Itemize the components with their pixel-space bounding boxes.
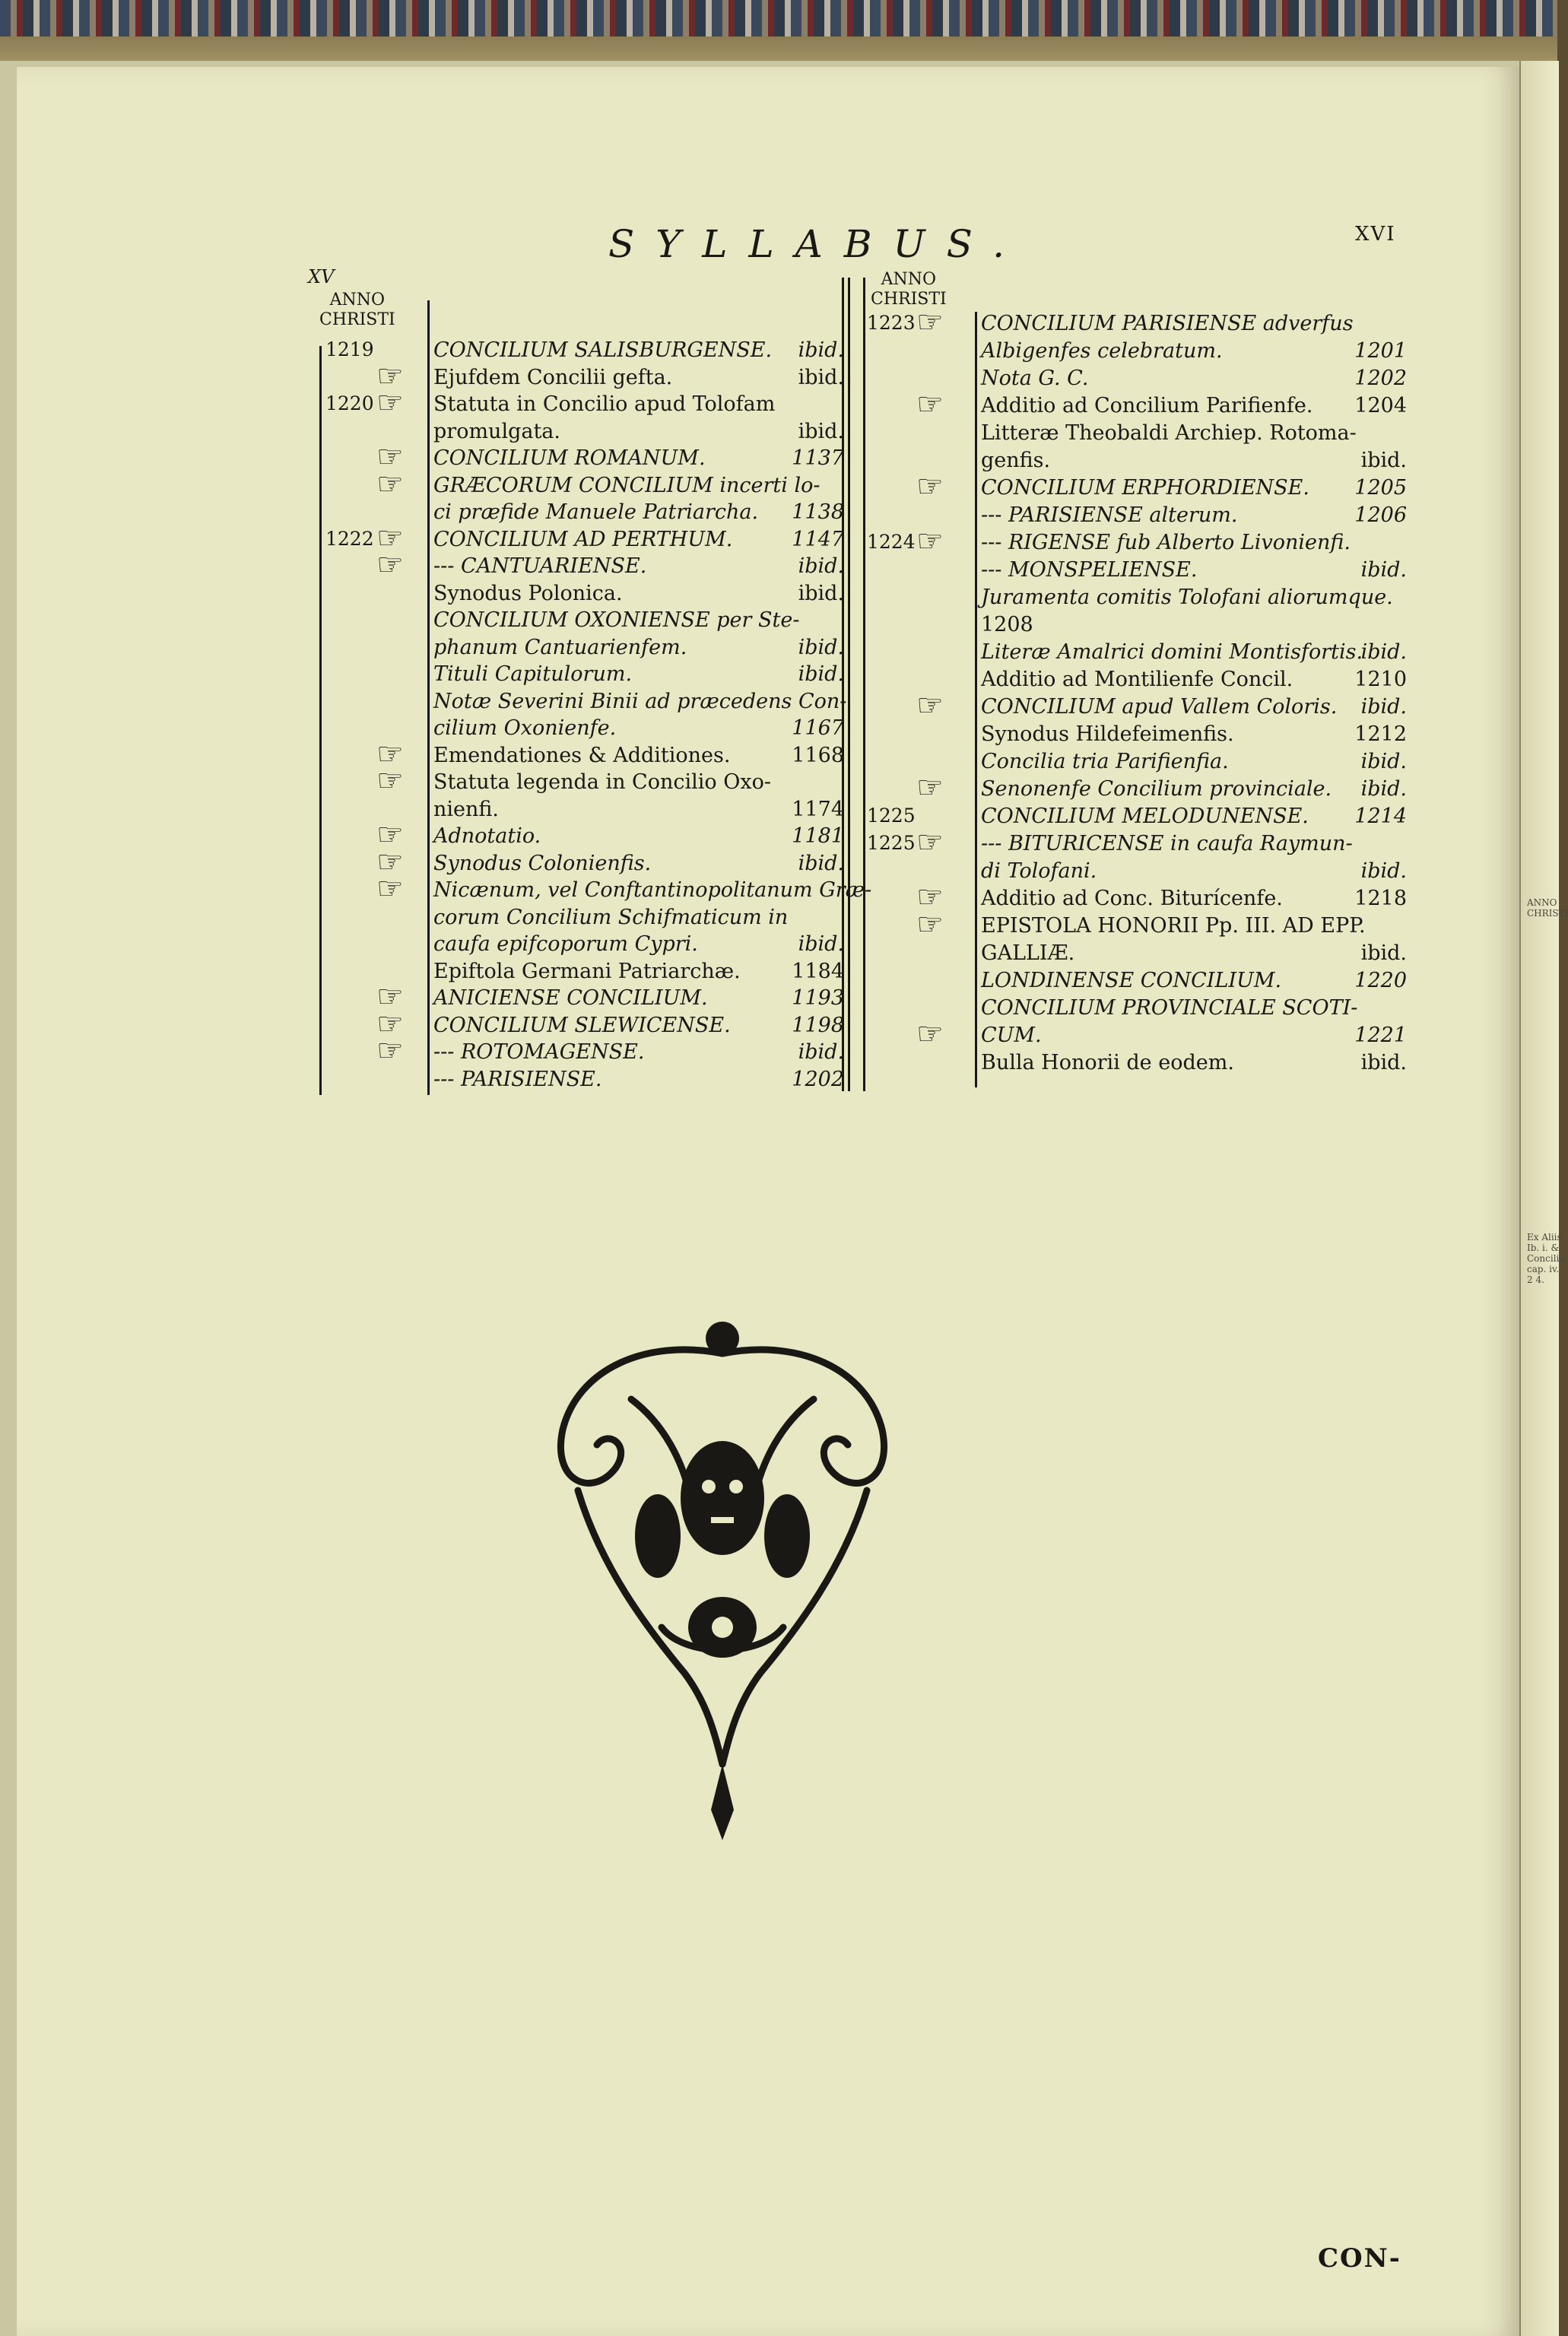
entry-text: Statuta legenda in Concilio Oxo- [433,770,771,794]
pointing-hand-icon: ☞ [916,688,944,723]
entry-reference: ibid. [1360,558,1407,582]
anno-christi-label-right: ANNO CHRISTI [871,270,947,309]
entry-text: 1208 [981,613,1033,636]
column-rule [427,300,430,1095]
entry-text: Nota G. C. [981,367,1089,390]
year-label: 1223 [867,312,916,334]
entry-reference: 1181 [792,824,844,848]
entry-text: GALLIÆ. [981,941,1075,965]
pointing-hand-icon: ☞ [376,1006,404,1042]
next-page-edge [1519,61,1568,2336]
entry-text: Tituli Capitulorum. [433,662,633,686]
entry-text: --- ROTOMAGENSE. [433,1040,645,1064]
entry-text: Nicænum, vel Conftantinopolitanum Græ- [433,878,872,902]
entry-text: Synodus Colonienfis. [433,851,652,875]
year-label: 1225 [867,805,916,827]
entry-text: GRÆCORUM CONCILIUM incerti lo- [433,473,821,497]
pointing-hand-icon: ☞ [376,358,404,394]
entry-text: corum Concilium Schifmaticum in [433,905,789,929]
pointing-hand-icon: ☞ [376,520,404,556]
page-number-left: XV [308,266,335,287]
entry-text: CONCILIUM apud Vallem Coloris. [981,695,1338,719]
entry-text: Synodus Polonica. [433,581,623,605]
page-number-right: XVI [1355,223,1396,246]
entry-reference: ibid. [1360,449,1407,472]
pointing-hand-icon: ☞ [916,524,944,559]
entry-reference: 1147 [792,527,844,551]
pointing-hand-icon: ☞ [376,871,404,906]
entry-text: --- BITURICENSE in caufa Raymun- [981,832,1353,855]
entry-text: CONCILIUM SALISBURGENSE. [433,338,773,362]
entry-reference: ibid. [798,635,844,659]
entry-reference: 1218 [1354,887,1407,910]
entry-text: genfis. [981,449,1051,472]
entry-reference: 1174 [792,797,844,821]
entry-text: caufa epifcoporum Cypri. [433,932,698,956]
entry-reference: 1184 [792,959,844,983]
entry-reference: 1137 [792,446,844,470]
entry-text: Epiftola Germani Patriarchæ. [433,959,741,983]
pointing-hand-icon: ☞ [376,466,404,502]
entry-text: promulgata. [433,419,560,443]
entry-text: di Tolofani. [981,859,1097,883]
entry-reference: 1204 [1354,394,1407,417]
entry-text: nienfi. [433,797,499,821]
pointing-hand-icon: ☞ [376,1033,404,1068]
entry-text: Bulla Honorii de eodem. [981,1051,1234,1074]
entry-reference: ibid. [798,1040,844,1064]
entry-reference: ibid. [798,338,844,362]
pointing-hand-icon: ☞ [376,763,404,798]
entry-reference: 1138 [792,500,844,524]
entry-text: CONCILIUM SLEWICENSE. [433,1013,731,1037]
entry-text: CONCILIUM PROVINCIALE SCOTI- [981,996,1358,1020]
column-rule [319,346,322,1095]
year-label: 1220 [325,392,374,414]
entry-reference: ibid. [1360,941,1407,965]
entry-reference: ibid. [1360,859,1407,883]
entry-reference: ibid. [798,554,844,578]
background-carpet [0,0,1557,36]
pointing-hand-icon: ☞ [376,979,404,1014]
entry-reference: ibid. [798,581,844,605]
year-label: 1222 [325,527,374,550]
pointing-hand-icon: ☞ [916,305,944,340]
next-page-note: ANNO CHRISTI [1527,897,1568,919]
entry-text: cilium Oxonienfe. [433,716,617,740]
entry-reference: 1206 [1354,503,1407,527]
entry-reference: 1214 [1354,805,1407,828]
entry-text: ANICIENSE CONCILIUM. [433,986,708,1010]
entry-reference: 1202 [1354,367,1407,390]
entry-text: Statuta in Concilio apud Tolofam [433,392,776,416]
entry-reference: 1201 [1354,339,1407,363]
entry-reference: 1220 [1354,969,1407,992]
entry-text: CONCILIUM ROMANUM. [433,446,706,470]
pointing-hand-icon: ☞ [376,736,404,772]
entry-text: EPISTOLA HONORII Pp. III. AD EPP. [981,914,1366,938]
pointing-hand-icon: ☞ [916,469,944,504]
catchword: CON- [1318,2243,1401,2274]
entry-text: Adnotatio. [433,824,541,848]
entry-reference: ibid. [798,419,844,443]
pointing-hand-icon: ☞ [376,386,404,421]
entry-text: CONCILIUM MELODUNENSE. [981,805,1309,828]
column-rule [863,278,865,1091]
entry-text: Literæ Amalrici domini Montisfortis. [981,640,1363,664]
entry-text: Additio ad Montilienfe Concil. [981,668,1293,691]
page-title: SYLLABUS. [608,222,1027,266]
entry-reference: ibid. [798,932,844,956]
pointing-hand-icon: ☞ [916,880,944,915]
column-rule [975,312,977,1087]
entry-reference: 1212 [1354,722,1407,746]
pointing-hand-icon: ☞ [916,1017,944,1052]
pointing-hand-icon: ☞ [376,844,404,880]
entry-reference: 1202 [792,1067,844,1091]
entry-text: Juramenta comitis Tolofani aliorumque. [981,586,1393,609]
entry-reference: 1221 [1354,1024,1407,1047]
entry-reference: 1167 [792,716,844,740]
entry-text: Concilia tria Parifienfia. [981,750,1229,773]
entry-reference: ibid. [1360,695,1407,719]
entry-text: phanum Cantuarienfem. [433,635,687,659]
entry-text: --- MONSPELIENSE. [981,558,1198,582]
entry-reference: ibid. [1360,1051,1407,1074]
entry-reference: ibid. [798,662,844,686]
pointing-hand-icon: ☞ [916,907,944,942]
entry-text: CONCILIUM ERPHORDIENSE. [981,476,1309,500]
entry-text: Emendationes & Additiones. [433,743,731,767]
entry-reference: ibid. [798,365,844,389]
anno-christi-label-left: ANNO CHRISTI [319,290,395,329]
entry-reference: ibid. [1360,777,1407,801]
column-rule [848,278,850,1091]
entry-reference: 1168 [792,743,844,767]
pointing-hand-icon: ☞ [916,387,944,422]
entry-text: CUM. [981,1024,1042,1047]
entry-reference: ibid. [1360,640,1407,664]
entry-text: Ejufdem Concilii gefta. [433,365,673,389]
entry-text: --- CANTUARIENSE. [433,554,647,578]
entry-text: Senonenfe Concilium provinciale. [981,777,1332,801]
pointing-hand-icon: ☞ [916,825,944,860]
year-label: 1219 [325,338,374,360]
year-label: 1224 [867,531,916,553]
pointing-hand-icon: ☞ [376,440,404,474]
entry-reference: 1198 [792,1013,844,1037]
entry-text: Additio ad Conc. Biturícenfe. [981,887,1283,910]
entry-reference: 1193 [792,986,844,1010]
entry-text: Litteræ Theobaldi Archiep. Rotoma- [981,421,1357,445]
entry-text: CONCILIUM PARISIENSE adverfus [981,312,1354,335]
entry-reference: 1205 [1354,476,1407,500]
entry-text: --- PARISIENSE. [433,1067,602,1091]
entry-text: CONCILIUM AD PERTHUM. [433,527,733,551]
pointing-hand-icon: ☞ [916,770,944,805]
entry-text: --- PARISIENSE alterum. [981,503,1238,527]
entry-reference: ibid. [798,851,844,875]
pointing-hand-icon: ☞ [376,548,404,582]
year-label: 1225 [867,832,916,854]
pointing-hand-icon: ☞ [376,817,404,852]
entry-text: ci præfide Manuele Patriarcha. [433,500,759,524]
entry-text: --- RIGENSE fub Alberto Livonienfi. [981,531,1351,554]
entry-text: Additio ad Concilium Parifienfe. [981,394,1313,417]
entry-text: Notæ Severini Binii ad præcedens Con- [433,689,847,713]
entry-text: LONDINENSE CONCILIUM. [981,969,1282,992]
next-page-note: Ex Aliis Ib. i. & Conciliu cap. iv. 2 4. [1527,1232,1566,1285]
entry-text: CONCILIUM OXONIENSE per Ste- [433,608,800,632]
entry-text: Synodus Hildefeimenfis. [981,722,1234,746]
baroque-ornament-icon [532,1308,913,1843]
entry-text: Albigenfes celebratum. [981,339,1223,363]
entry-reference: ibid. [1360,750,1407,773]
entry-reference: 1210 [1354,668,1407,691]
